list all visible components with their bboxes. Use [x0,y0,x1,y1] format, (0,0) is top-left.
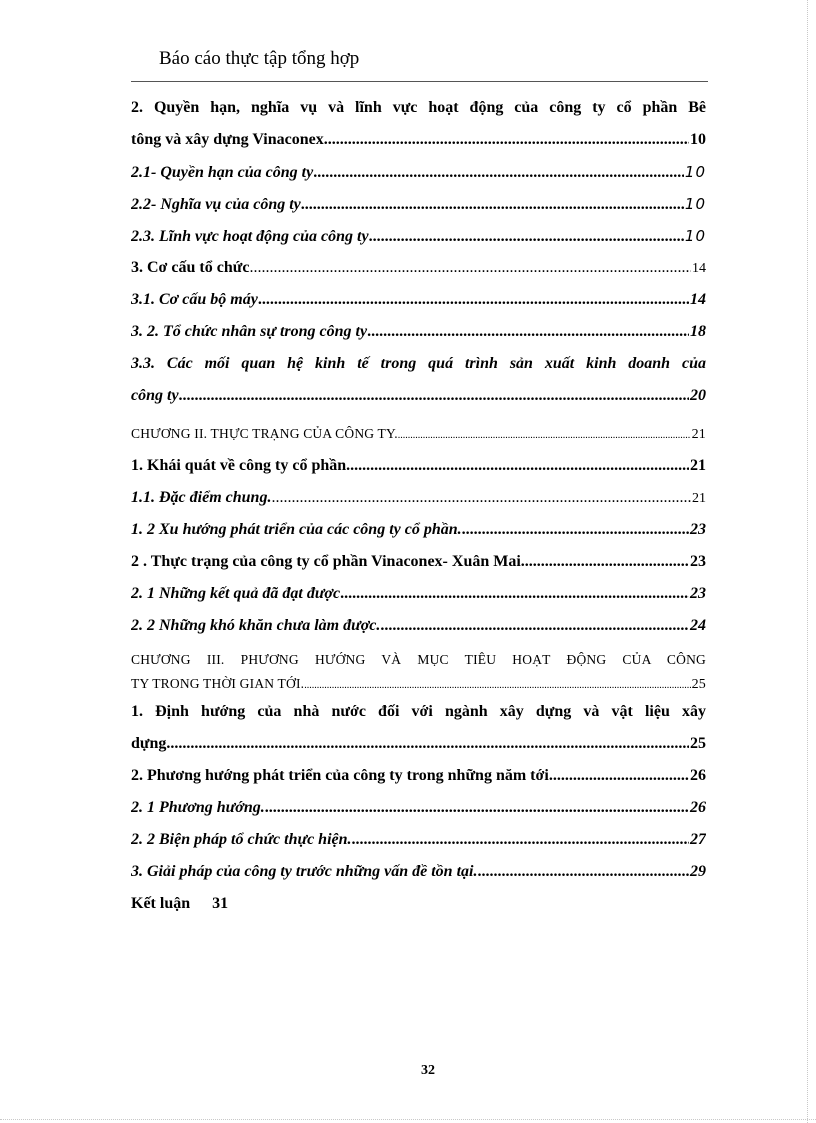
running-header: Báo cáo thực tập tổng hợp [159,48,360,69]
toc-entry-text: tông và xây dựng Vinaconex. [131,131,328,148]
toc-page-number: 18 [690,323,706,340]
toc-entry[interactable] [131,92,706,156]
toc-entry-text: 2.2- Nghĩa vụ của công ty [131,196,301,213]
page-edge-right [807,0,808,1123]
toc-page-number: 20 [690,387,706,404]
toc-leader-dots [265,792,689,824]
toc-page-number: 23 [690,521,706,538]
toc-entry[interactable] [131,888,706,920]
toc-page-number: 24 [690,617,706,634]
toc-leader-dots [258,284,689,316]
toc-page-number: 21 [692,491,706,506]
page-number: 32 [421,1063,435,1078]
toc-leader-dots [328,124,689,156]
toc-entry[interactable] [131,760,706,792]
toc-entry[interactable] [131,220,706,252]
toc-chapter-entry[interactable] [131,418,706,450]
toc-entry-text: 2.1- Quyền hạn của công ty [131,164,314,181]
toc-leader-dots [350,450,689,482]
toc-leader-dots [340,578,689,610]
toc-entry-text: 2.3. Lĩnh vực hoạt động của công ty [131,228,369,245]
toc-entry-text: 2. 2 Biện pháp tổ chức thực hiện. [131,831,352,848]
toc-leader-dots [477,856,689,888]
toc-entry[interactable] [131,482,706,514]
toc-leader-dots [521,546,689,578]
toc-entry-text: dựng. [131,735,171,752]
toc-leader-dots [369,221,684,252]
toc-entry[interactable] [131,696,706,760]
toc-page-number: 26 [690,767,706,784]
toc-leader-dots [304,674,690,696]
toc-entry[interactable] [131,252,706,284]
toc-page-number: 10 [684,227,706,245]
toc-entry-text: CHƯƠNG III. PHƯƠNG HƯỚNG VÀ MỤC TIÊU HOẠT ĐỘNG CỦA CÔNG [131,652,706,667]
toc-entry[interactable] [131,824,706,856]
toc-entry-text: 3.1. Cơ cấu bộ máy [131,291,258,308]
toc-entry-text: 2 . Thực trạng của công ty cổ phần Vinaconex- Xuân Mai [131,553,521,570]
toc-entry[interactable] [131,156,706,188]
toc-entry-text: 2. Quyền hạn, nghĩa vụ và lĩnh vực hoạt động của công ty cổ phần Bê [131,99,706,116]
toc-page-number: 29 [690,863,706,880]
toc-entry-text: 1.1. Đặc điểm chung. [131,489,272,506]
toc-entry-text: công ty [131,387,179,404]
toc-entry[interactable] [131,450,706,482]
toc-entry[interactable] [131,316,706,348]
header-divider [131,81,708,82]
page-edge-bottom [0,1119,816,1120]
toc-entry-text: 2. 2 Những khó khăn chưa làm được. [131,617,381,634]
toc-leader-dots [301,189,684,220]
toc-entry[interactable] [131,546,706,578]
toc-entry-text: TY TRONG THỜI GIAN TỚI. [131,676,305,691]
toc-entry-text: 2. 1 Những kết quả đã đạt được [131,585,341,602]
toc-entry-text: 1. Định hướng của nhà nước đối với ngành xây dựng và vật liệu xây [131,703,706,720]
toc-entry-text: 3. Giải pháp của công ty trước những vấn đề tồn tại. [131,863,478,880]
toc-leader-dots [271,482,691,514]
toc-page-number: 23 [690,585,706,602]
toc-entry-text: Kết luận [131,895,191,912]
toc-page-number: 14 [692,261,706,276]
toc-leader-dots [380,610,689,642]
toc-leader-dots [398,420,691,450]
table-of-contents [131,92,706,920]
toc-page-number: 10 [684,163,706,181]
toc-leader-dots [462,514,689,546]
toc-page-number: 10 [690,131,706,148]
toc-entry[interactable] [131,188,706,220]
toc-entry-text: 2. 1 Phương hướng. [131,799,265,816]
toc-chapter-entry[interactable] [131,648,706,696]
toc-page-number: 14 [690,291,706,308]
toc-entry-text: 3. 2. Tổ chức nhân sự trong công ty [131,323,368,340]
toc-page-number: 27 [690,831,706,848]
toc-page-number: 25 [690,735,706,752]
toc-page-number: 25 [691,677,706,692]
toc-leader-dots [249,252,691,284]
toc-entry[interactable] [131,856,706,888]
toc-entry-text: 3. Cơ cấu tổ chức [131,259,250,276]
toc-page-number: 10 [684,195,706,213]
toc-leader-dots [179,380,689,412]
toc-entry[interactable] [131,514,706,546]
toc-leader-dots [553,760,689,792]
toc-page-number: 23 [690,553,706,570]
toc-page-number: 26 [690,799,706,816]
toc-entry-text: 2. Phương hướng phát triển của công ty trong những năm tới. [131,767,553,784]
toc-entry[interactable] [131,610,706,642]
toc-page-number: 21 [690,457,706,474]
toc-leader-dots [352,824,689,856]
toc-page-number: 31 [212,895,229,912]
toc-entry-text: CHƯƠNG II. THỰC TRẠNG CỦA CÔNG TY. [131,426,398,441]
toc-page-number: 21 [691,427,706,442]
toc-entry-text: 1. Khái quát về công ty cổ phần. [131,457,351,474]
toc-entry[interactable] [131,578,706,610]
toc-entry-text: 1. 2 Xu hướng phát triển của các công ty cổ phần. [131,521,462,538]
toc-entry[interactable] [131,348,706,412]
toc-entry[interactable] [131,792,706,824]
toc-entry[interactable] [131,284,706,316]
toc-leader-dots [170,728,689,760]
toc-entry-text: 3.3. Các mối quan hệ kinh tế trong quá trình sản xuất kinh doanh của [131,355,706,372]
toc-leader-dots [313,157,684,188]
toc-leader-dots [367,316,689,348]
